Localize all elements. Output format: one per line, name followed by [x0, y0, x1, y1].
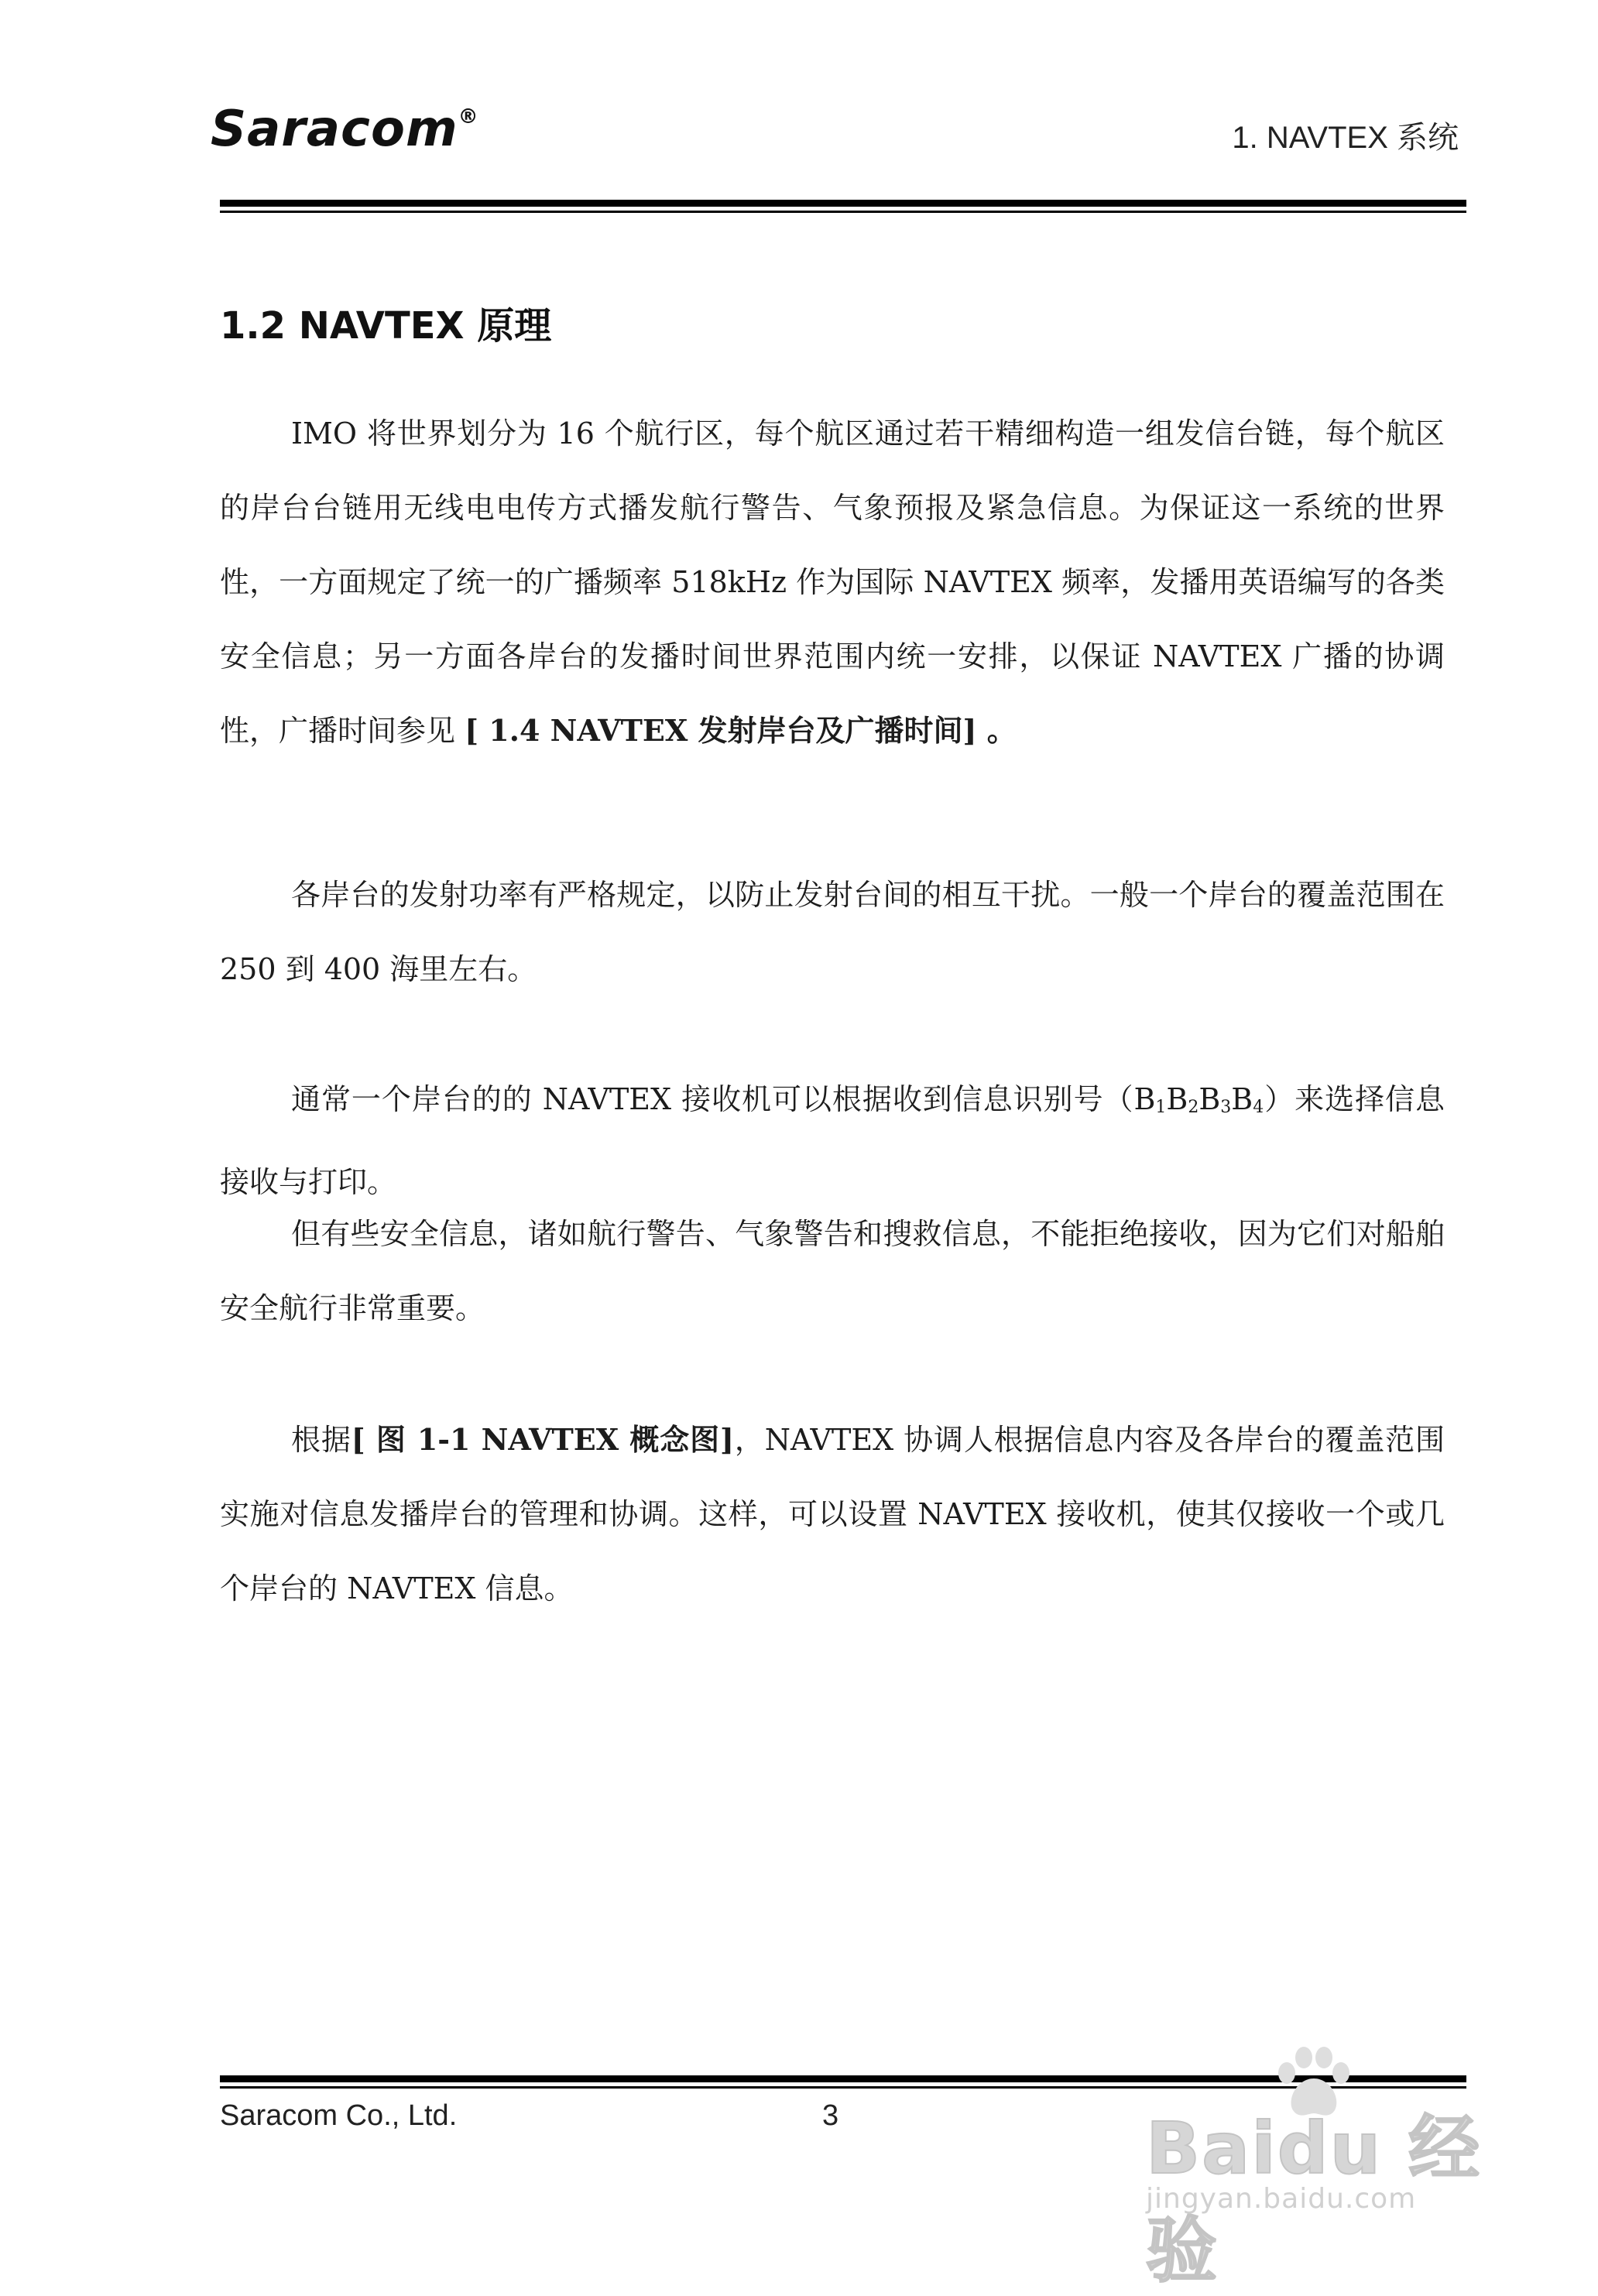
paragraph-5	[220, 1403, 1445, 1626]
paragraph-1-text: IMO 将世界划分为 16 个航行区，每个航区通过若干精细构造一组发信台链，每个航区的岸台台链用无线电电传方式播发航行警告、气象预报及紧急信息。为保证这一系统的世界性，一方面规定了统一的广播频率 518kHz 作为国际 NAVTEX 频率，发播用英语编写的各类安全信息；另一方面各岸台的发播时间世界范围内统一安排，以保证 NAVTEX 广播的协调性，广播时间参见	[220, 416, 1445, 748]
paragraph-3-text-before: 通常一个岸台的的 NAVTEX 接收机可以根据收到信息识别号（	[291, 1082, 1134, 1116]
page-number: 3	[822, 2099, 839, 2132]
chapter-title: 1. NAVTEX 系统	[1232, 121, 1459, 155]
paragraph-5-text-after: ，NAVTEX 协调人根据信息内容及各岸台的覆盖范围实施对信息发播岸台的管理和协调。这样，可以设置 NAVTEX 接收机，使其仅接收一个或几个岸台的 NAVTEX 信息。	[220, 1423, 1445, 1605]
paragraph-1	[220, 396, 1445, 768]
saracom-logo	[211, 101, 479, 158]
section-heading: 1.2 NAVTEX 原理	[220, 304, 552, 348]
paragraph-4: 但有些安全信息，诸如航行警告、气象警告和搜救信息，不能拒绝接收，因为它们对船舶安全航行非常重要。	[220, 1217, 1445, 1325]
watermark-url: jingyan.baidu.com	[1146, 2183, 1417, 2215]
paragraph-2: 各岸台的发射功率有严格规定，以防止发射台间的相互干扰。一般一个岸台的覆盖范围在 250 到 400 海里左右。	[220, 878, 1445, 986]
paragraph-3-text-after: ）来选择信息接收与打印。	[220, 1082, 1445, 1199]
cross-reference-1-4: [ 1.4 NAVTEX 发射岸台及广播时间] 。	[465, 713, 1017, 748]
footer-company: Saracom Co., Ltd.	[220, 2099, 458, 2132]
baidu-watermark	[1146, 2044, 1548, 2292]
logo-text: Saracom	[211, 101, 458, 158]
header-rule-thick	[220, 200, 1466, 207]
paragraph-3	[220, 1062, 1445, 1219]
message-identifier: B1B2B3B4	[1133, 1082, 1264, 1117]
registered-mark: ®	[458, 105, 479, 129]
cross-reference-figure-1-1: [ 图 1-1 NAVTEX 概念图]	[351, 1422, 734, 1457]
paragraph-5-text-before: 根据	[291, 1423, 351, 1457]
header-rule-thin	[220, 211, 1466, 213]
watermark-brand: Baidu 经验	[1146, 2107, 1482, 2292]
